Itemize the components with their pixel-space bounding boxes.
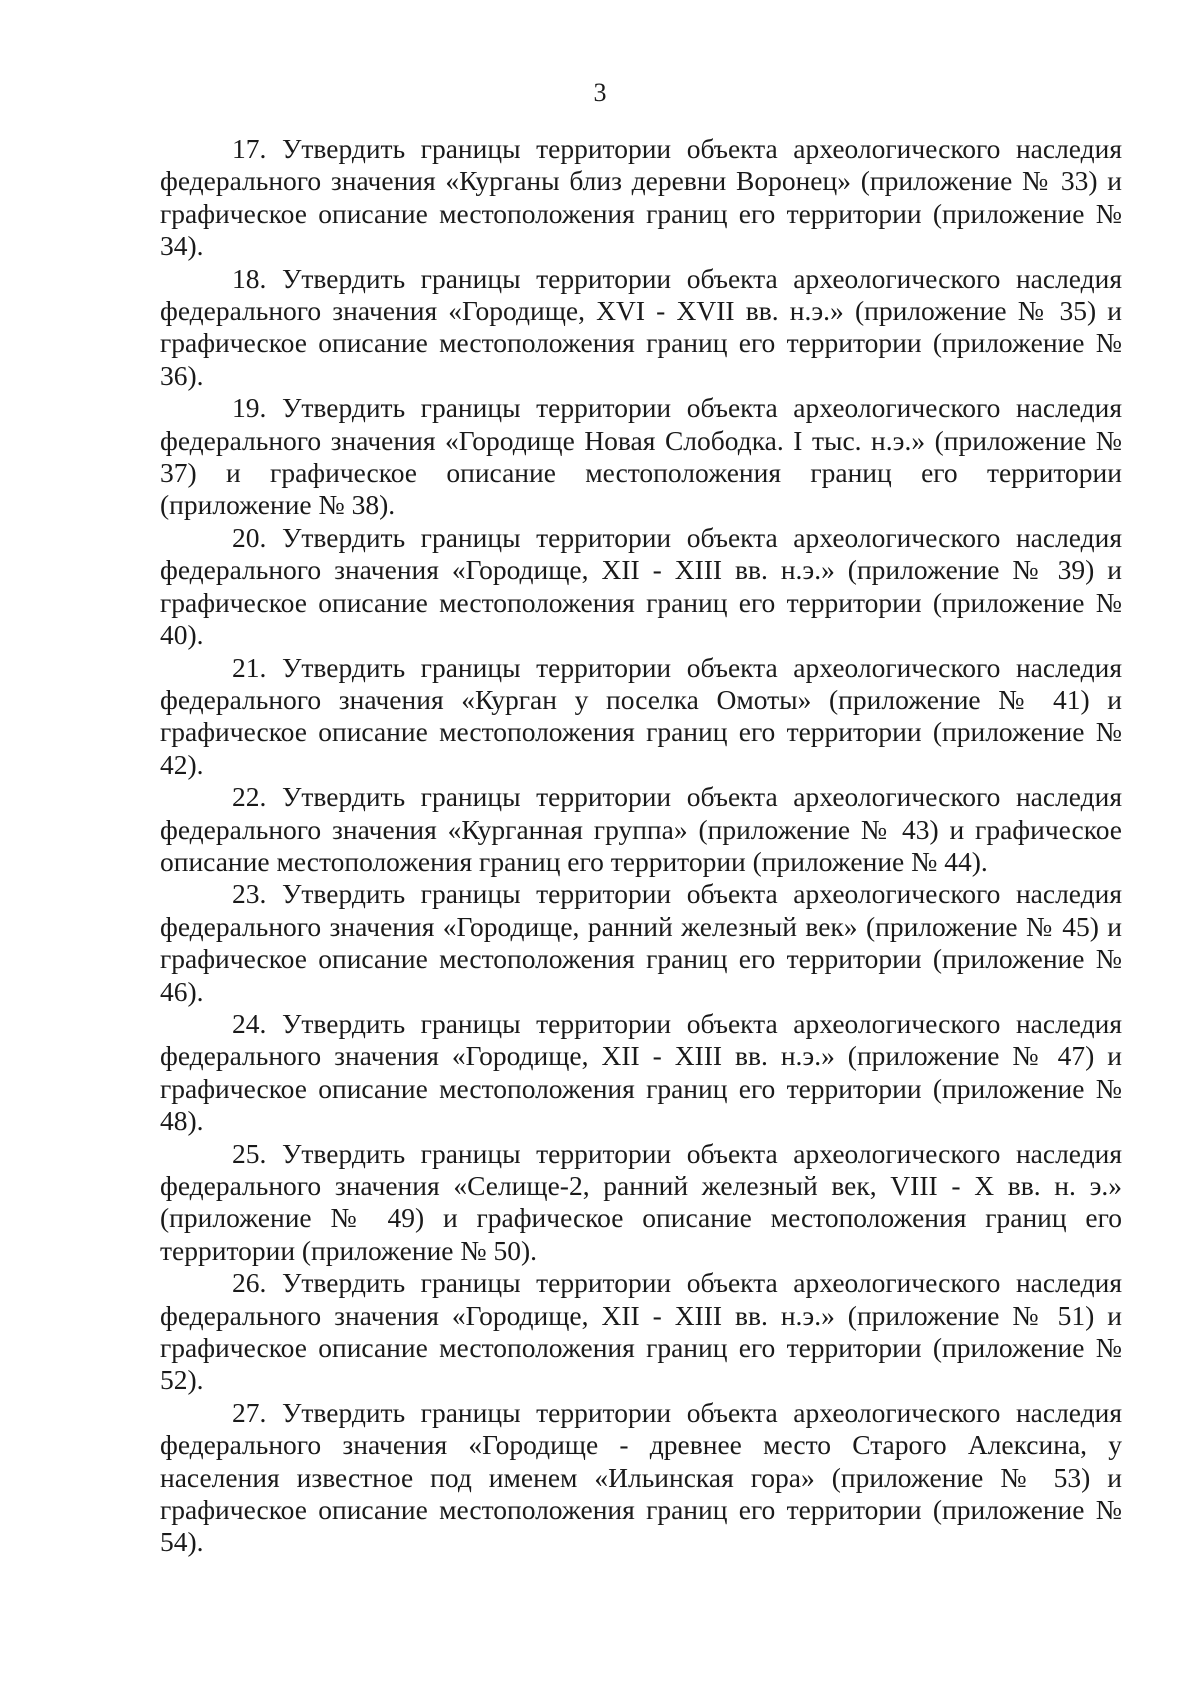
document-body [160, 133, 1122, 1559]
paragraph-20: 20. Утвердить границы территории объекта археологического наследия федерального значения «Городище, XII - XIII вв. н.э.» (приложение № 39) и графическое описание местоположения границ его территории (приложение № 40). [160, 521, 1122, 651]
paragraph-26: 26. Утвердить границы территории объекта археологического наследия федерального значения «Городище, XII - XIII вв. н.э.» (приложение № 51) и графическое описание местоположения границ его территории (приложение № 52). [160, 1267, 1122, 1396]
paragraph-27: 27. Утвердить границы территории объекта археологического наследия федерального значения «Городище - древнее место Старого Алексина, у населения известное под именем «Ильинская гора» (приложение № 53) и графическое описание местоположения границ его территории (приложение № 54). [160, 1396, 1122, 1558]
paragraph-24: 24. Утвердить границы территории объекта археологического наследия федерального значения «Городище, XII - XIII вв. н.э.» (приложение № 47) и графическое описание местоположения границ его территории (приложение № 48). [160, 1007, 1122, 1137]
paragraph-21: 21. Утвердить границы территории объекта археологического наследия федерального значения «Курган у поселка Омоты» (приложение № 41) и графическое описание местоположения границ его территории (приложение № 42). [160, 651, 1122, 780]
page-number: 3 [593, 78, 607, 107]
paragraph-18: 18. Утвердить границы территории объекта археологического наследия федерального значения «Городище, XVI - XVII вв. н.э.» (приложение № 35) и графическое описание местоположения границ его территории (приложение № 36). [160, 262, 1122, 391]
paragraph-23: 23. Утвердить границы территории объекта археологического наследия федерального значения «Городище, ранний железный век» (приложение № 45) и графическое описание местоположения границ его территории (приложение № 46). [160, 878, 1122, 1007]
paragraph-19: 19. Утвердить границы территории объекта археологического наследия федерального значения «Городище Новая Слободка. I тыс. н.э.» (приложение № 37) и графическое описание местоположения границ его территории (приложение № 38). [160, 392, 1122, 521]
paragraph-22: 22. Утвердить границы территории объекта археологического наследия федерального значения «Курганная группа» (приложение № 43) и графическое описание местоположения границ его территории (приложение № 44). [160, 781, 1122, 877]
paragraph-17: 17. Утвердить границы территории объекта археологического наследия федерального значения «Курганы близ деревни Воронец» (приложение № 33) и графическое описание местоположения границ его территории (приложение № 34). [160, 133, 1122, 262]
paragraph-25: 25. Утвердить границы территории объекта археологического наследия федерального значения «Селище-2, ранний железный век, VIII - X вв. н. э.» (приложение № 49) и графическое описание местоположения границ его территории (приложение № 50). [160, 1137, 1122, 1266]
